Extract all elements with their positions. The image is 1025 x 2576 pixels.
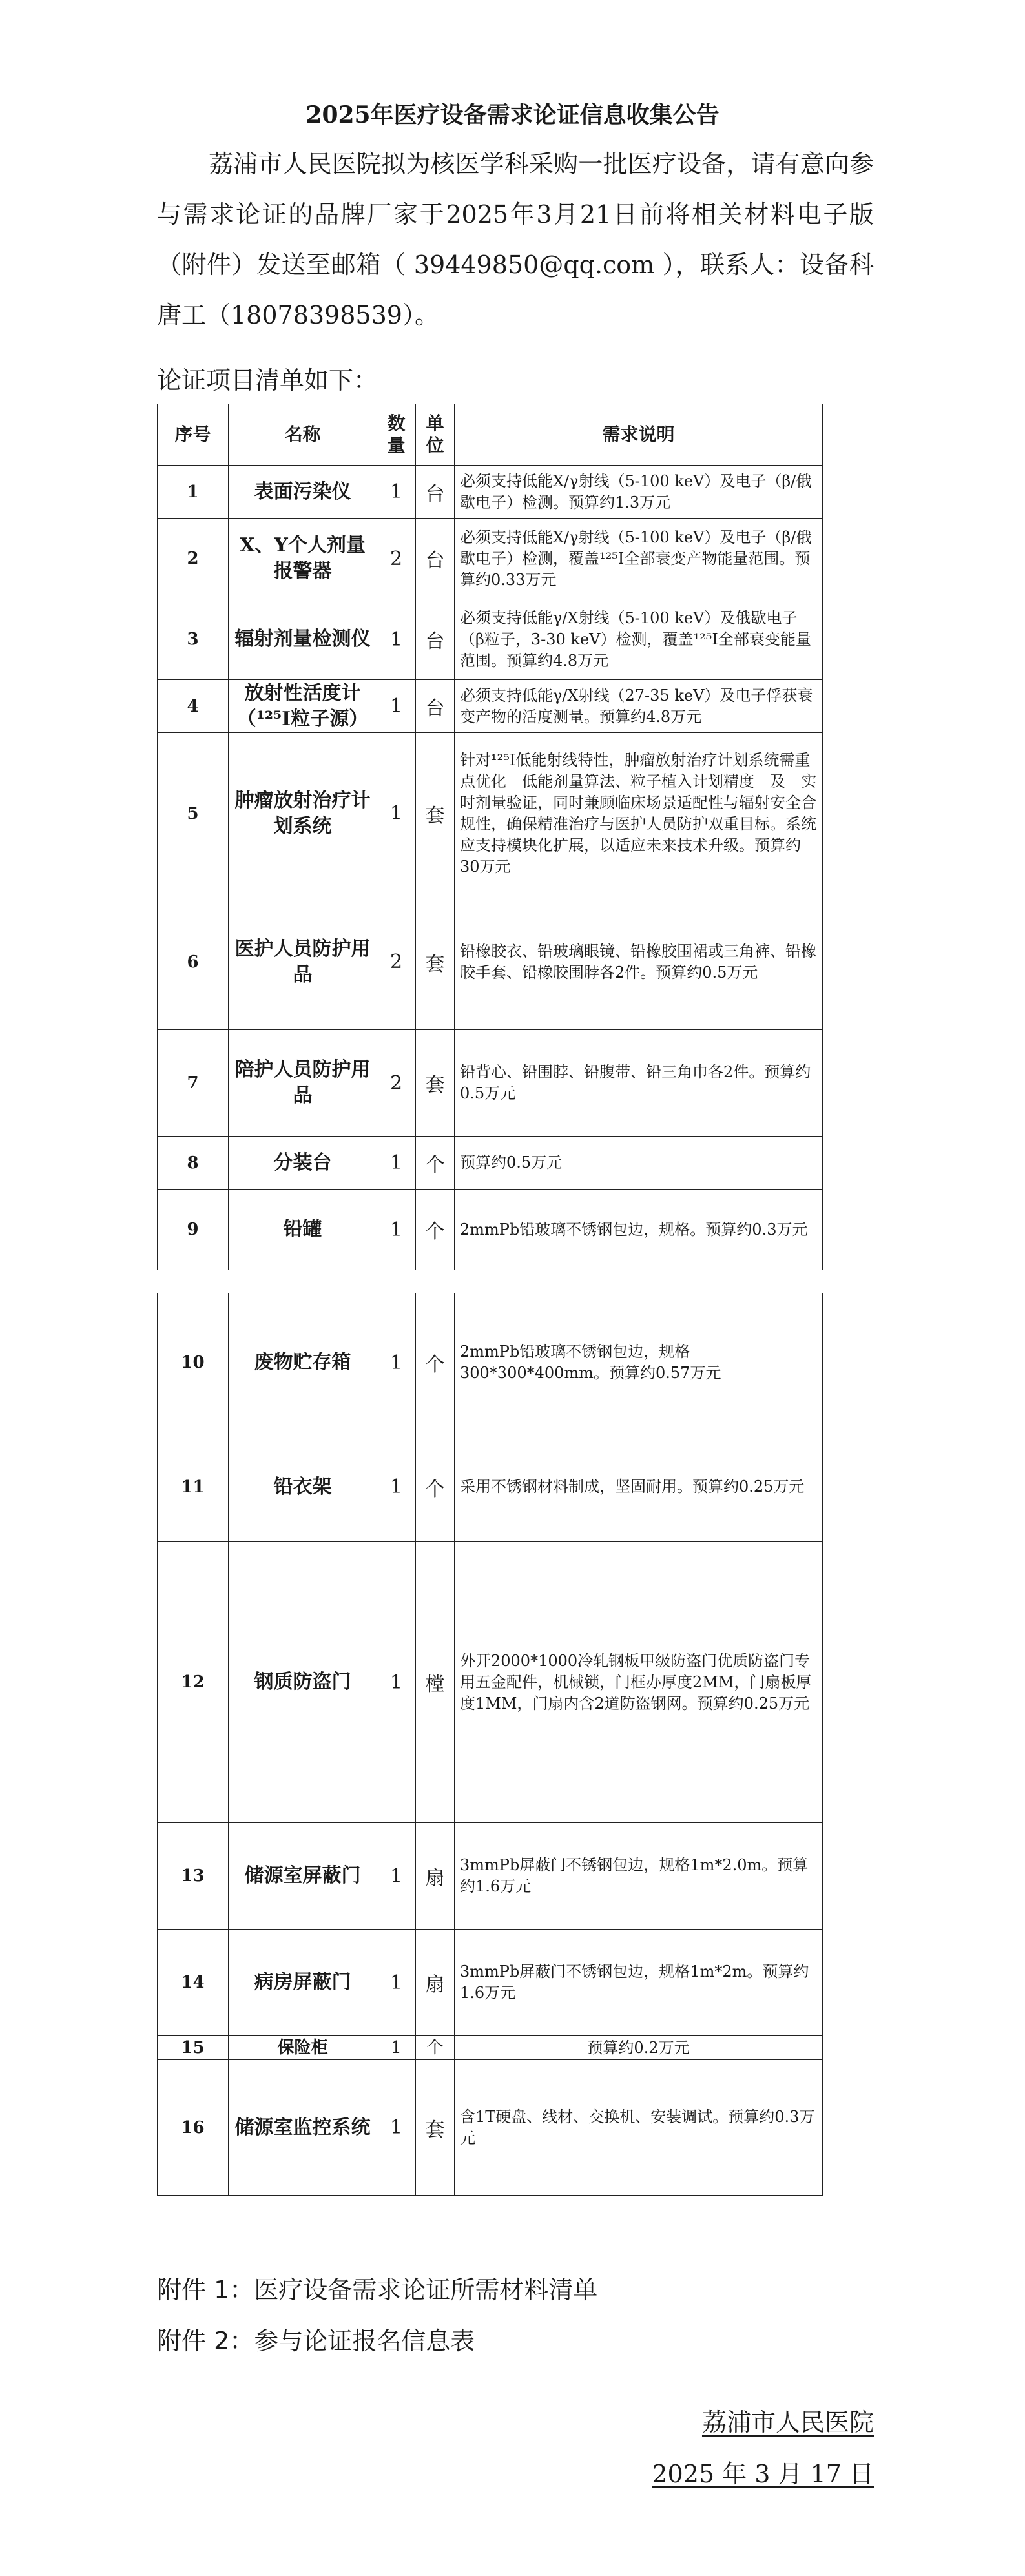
item-description: 必须支持低能γ/X射线（27-35 keV）及电子俘获衰变产物的活度测量。预算约4.8万元 [455, 680, 823, 733]
item-description: 铅背心、铅围脖、铅腹带、铅三角巾各2件。预算约0.5万元 [455, 1030, 823, 1137]
row-number: 6 [158, 894, 229, 1030]
item-name: 铅罐 [229, 1190, 377, 1270]
item-unit: 套 [416, 894, 455, 1030]
item-unit: 个 [416, 1432, 455, 1542]
list-intro: 论证项目清单如下： [157, 366, 378, 395]
attachment-2[interactable]: 附件 2：参与论证报名信息表 [157, 2327, 475, 2355]
table-row [158, 894, 823, 1030]
row-number: 1 [158, 466, 229, 519]
item-name: 病房屏蔽门 [229, 1930, 377, 2036]
item-quantity: 1 [377, 1432, 416, 1542]
item-name: 废物贮存箱 [229, 1293, 377, 1432]
table-row [158, 1930, 823, 2036]
item-quantity: 2 [377, 1030, 416, 1137]
table-row [158, 1823, 823, 1930]
row-number: 5 [158, 733, 229, 894]
table-row [158, 2060, 823, 2196]
item-unit: 个 [416, 1293, 455, 1432]
item-description: 2mmPb铅玻璃不锈钢包边，规格300*300*400mm。预算约0.57万元 [455, 1293, 823, 1432]
table-row [158, 680, 823, 733]
item-unit: 个 [416, 1137, 455, 1190]
item-name: 辐射剂量检测仪 [229, 599, 377, 680]
header-qty: 数量 [377, 404, 416, 466]
item-name: 放射性活度计（¹²⁵I粒子源） [229, 680, 377, 733]
item-description: 含1T硬盘、线材、交换机、安装调试。预算约0.3万元 [455, 2060, 823, 2196]
item-quantity: 1 [377, 466, 416, 519]
item-description: 预算约0.2万元 [455, 2036, 823, 2060]
item-description: 针对¹²⁵I低能射线特性，肿瘤放射治疗计划系统需重点优化 低能剂量算法、粒子植入计划精度 及 实时剂量验证，同时兼顾临床场景适配性与辐射安全合规性，确保精准治疗与医护人员防护双重目标。系统应支持模块化扩展，以适应未来技术升级。预算约30万元 [455, 733, 823, 894]
table-row [158, 466, 823, 519]
item-name: 表面污染仪 [229, 466, 377, 519]
table-row [158, 1137, 823, 1190]
item-unit: 套 [416, 2060, 455, 2196]
item-unit: 扇 [416, 1930, 455, 2036]
item-unit: 个 [416, 2036, 455, 2060]
row-number: 11 [158, 1432, 229, 1542]
item-quantity: 1 [377, 680, 416, 733]
table-row [158, 1293, 823, 1432]
row-number: 7 [158, 1030, 229, 1137]
header-name: 名称 [229, 404, 377, 466]
row-number: 13 [158, 1823, 229, 1930]
item-name: 铅衣架 [229, 1432, 377, 1542]
item-unit: 台 [416, 599, 455, 680]
item-description: 预算约0.5万元 [455, 1137, 823, 1190]
item-description: 必须支持低能X/γ射线（5-100 keV）及电子（β/俄歇电子）检测。预算约1.3万元 [455, 466, 823, 519]
intro-paragraph: 荔浦市人民医院拟为核医学科采购一批医疗设备，请有意向参与需求论证的品牌厂家于2025年3月21日前将相关材料电子版（附件）发送至邮箱（ 39449850@qq.com ），联系人：设备科 唐工（18078398539）。 [157, 150, 899, 329]
item-description: 3mmPb屏蔽门不锈钢包边，规格1m*2m。预算约1.6万元 [455, 1930, 823, 2036]
row-number: 16 [158, 2060, 229, 2196]
item-quantity: 2 [377, 519, 416, 599]
item-unit: 个 [416, 1190, 455, 1270]
item-quantity: 1 [377, 599, 416, 680]
signature-org: 荔浦市人民医院 [701, 2408, 874, 2437]
item-description: 2mmPb铅玻璃不锈钢包边，规格。预算约0.3万元 [455, 1190, 823, 1270]
header-no: 序号 [158, 404, 229, 466]
table-row [158, 1432, 823, 1542]
table-header-row [158, 404, 823, 466]
table-row [158, 1030, 823, 1137]
table-row [158, 733, 823, 894]
row-number: 14 [158, 1930, 229, 2036]
row-number: 15 [158, 2036, 229, 2060]
row-number: 9 [158, 1190, 229, 1270]
requirements-table-page1 [157, 404, 823, 1270]
item-name: 钢质防盗门 [229, 1542, 377, 1823]
row-number: 2 [158, 519, 229, 599]
item-quantity: 1 [377, 1542, 416, 1823]
signature-date: 2025 年 3 月 17 日 [652, 2460, 874, 2488]
item-name: X、Y个人剂量报警器 [229, 519, 377, 599]
item-quantity: 1 [377, 1137, 416, 1190]
item-description: 外开2000*1000冷轧钢板甲级防盗门优质防盗门专用五金配件，机械锁，门框办厚度2MM，门扇板厚度1MM，门扇内含2道防盗钢网。预算约0.25万元 [455, 1542, 823, 1823]
row-number: 4 [158, 680, 229, 733]
row-number: 10 [158, 1293, 229, 1432]
requirements-table-page2 [157, 1293, 823, 2196]
table-row [158, 519, 823, 599]
item-quantity: 1 [377, 2060, 416, 2196]
item-description: 采用不锈钢材料制成，坚固耐用。预算约0.25万元 [455, 1432, 823, 1542]
item-description: 3mmPb屏蔽门不锈钢包边，规格1m*2.0m。预算约1.6万元 [455, 1823, 823, 1930]
item-unit: 樘 [416, 1542, 455, 1823]
item-name: 储源室屏蔽门 [229, 1823, 377, 1930]
item-name: 保险柜 [229, 2036, 377, 2060]
notice-title: 2025年医疗设备需求论证信息收集公告 [305, 101, 720, 129]
item-description: 必须支持低能γ/X射线（5-100 keV）及俄歇电子（β粒子，3-30 keV）检测，覆盖¹²⁵I全部衰变能量范围。预算约4.8万元 [455, 599, 823, 680]
item-quantity: 1 [377, 733, 416, 894]
item-quantity: 1 [377, 1190, 416, 1270]
item-name: 储源室监控系统 [229, 2060, 377, 2196]
table-row [158, 599, 823, 680]
item-name: 陪护人员防护用品 [229, 1030, 377, 1137]
row-number: 3 [158, 599, 229, 680]
row-number: 8 [158, 1137, 229, 1190]
table-row [158, 2036, 823, 2060]
item-name: 分装台 [229, 1137, 377, 1190]
item-quantity: 1 [377, 1823, 416, 1930]
attachment-1[interactable]: 附件 1：医疗设备需求论证所需材料清单 [157, 2276, 598, 2304]
item-name: 医护人员防护用品 [229, 894, 377, 1030]
item-unit: 台 [416, 680, 455, 733]
item-quantity: 1 [377, 1293, 416, 1432]
header-unit: 单位 [416, 404, 455, 466]
item-unit: 台 [416, 519, 455, 599]
item-description: 铅橡胶衣、铅玻璃眼镜、铅橡胶围裙或三角裤、铅橡胶手套、铅橡胶围脖各2件。预算约0.5万元 [455, 894, 823, 1030]
item-unit: 台 [416, 466, 455, 519]
item-quantity: 1 [377, 2036, 416, 2060]
header-desc: 需求说明 [455, 404, 823, 466]
item-quantity: 1 [377, 1930, 416, 2036]
item-unit: 套 [416, 733, 455, 894]
table-row [158, 1542, 823, 1823]
row-number: 12 [158, 1542, 229, 1823]
item-description: 必须支持低能X/γ射线（5-100 keV）及电子（β/俄歇电子）检测，覆盖¹²⁵I全部衰变产物能量范围。预算约0.33万元 [455, 519, 823, 599]
table-row [158, 1190, 823, 1270]
item-name: 肿瘤放射治疗计划系统 [229, 733, 377, 894]
item-unit: 套 [416, 1030, 455, 1137]
item-unit: 扇 [416, 1823, 455, 1930]
item-quantity: 2 [377, 894, 416, 1030]
